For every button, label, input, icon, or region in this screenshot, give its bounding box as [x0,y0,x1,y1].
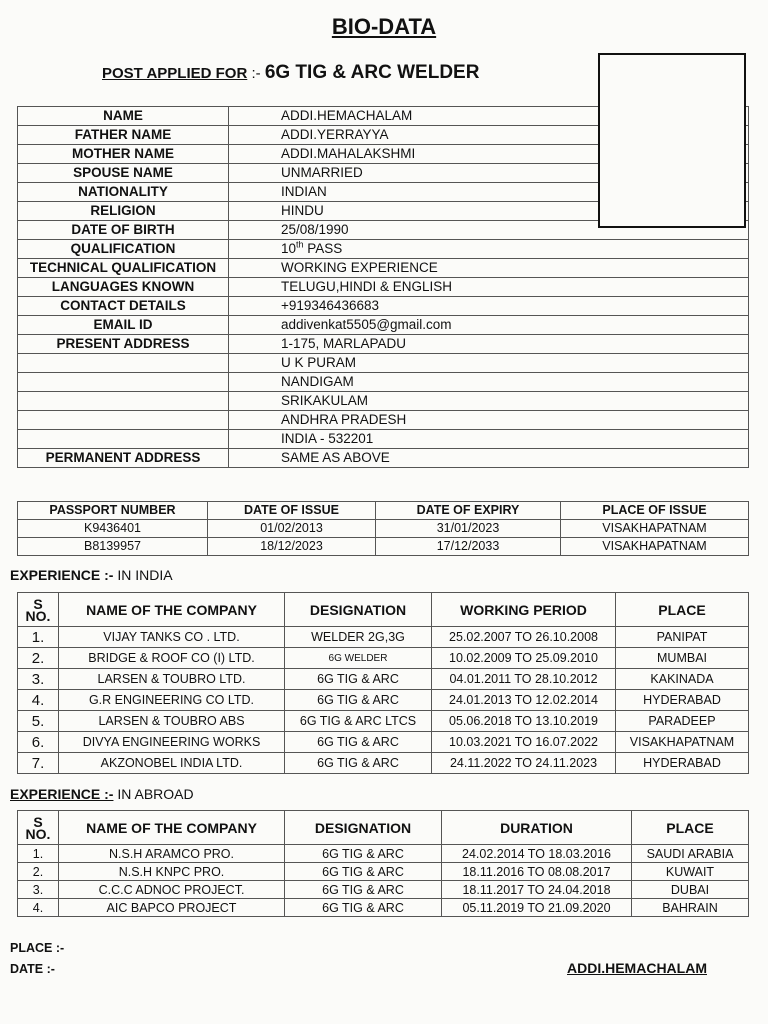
column-header: PLACE [632,811,749,845]
table-cell: 18.11.2017 TO 24.04.2018 [442,881,632,899]
column-header: DATE OF ISSUE [208,502,376,520]
field-value: TELUGU,HINDI & ENGLISH [229,278,749,297]
field-value: U K PURAM [229,354,749,373]
field-label: CONTACT DETAILS [18,297,229,316]
table-cell: VIJAY TANKS CO . LTD. [59,627,285,648]
serial-number: 2. [18,648,59,669]
sno-header [18,811,59,845]
field-label: QUALIFICATION [18,240,229,259]
table-cell: 6G WELDER [285,648,432,669]
table-cell: LARSEN & TOUBRO LTD. [59,669,285,690]
serial-number: 7. [18,753,59,774]
experience-india-heading-label: EXPERIENCE :- [10,567,114,583]
table-row [18,732,749,753]
personal-row [18,316,749,335]
table-cell: HYDERABAD [616,753,749,774]
field-value: addivenkat5505@gmail.com [229,316,749,335]
experience-abroad-heading-label: EXPERIENCE :- [10,786,114,802]
serial-number: 3. [18,669,59,690]
field-value: INDIA - 532201 [229,430,749,449]
experience-abroad-table [17,810,749,917]
table-cell: AIC BAPCO PROJECT [59,899,285,917]
date-label: DATE :- [10,962,55,976]
table-cell: BAHRAIN [632,899,749,917]
sno-header-line: S [33,595,43,612]
table-cell: VISAKHAPATNAM [616,732,749,753]
field-value: NANDIGAM [229,373,749,392]
field-value: WORKING EXPERIENCE [229,259,749,278]
table-cell: 6G TIG & ARC [285,881,442,899]
field-value: SRIKAKULAM [229,392,749,411]
post-applied-label: POST APPLIED FOR [102,65,248,82]
table-cell: VISAKHAPATNAM [561,520,749,538]
experience-abroad-body [18,811,749,917]
field-value: SAME AS ABOVE [229,449,749,468]
table-cell: 6G TIG & ARC [285,863,442,881]
table-cell: 01/02/2013 [208,520,376,538]
column-header: DURATION [442,811,632,845]
personal-row [18,354,749,373]
field-label: PERMANENT ADDRESS [18,449,229,468]
table-cell: 6G TIG & ARC [285,690,432,711]
table-row [18,627,749,648]
table-cell: DUBAI [632,881,749,899]
table-cell: AKZONOBEL INDIA LTD. [59,753,285,774]
field-label: EMAIL ID [18,316,229,335]
serial-number: 5. [18,711,59,732]
table-cell: SAUDI ARABIA [632,845,749,863]
field-value: UNMARRIED [229,164,749,183]
table-row [18,899,749,917]
table-row [18,845,749,863]
sno-header [18,593,59,627]
column-header: PLACE [616,593,749,627]
field-label: MOTHER NAME [18,145,229,164]
field-label [18,354,229,373]
table-cell: 24.01.2013 TO 12.02.2014 [432,690,616,711]
experience-abroad-heading [10,786,194,802]
personal-row [18,297,749,316]
signature-name: ADDI.HEMACHALAM [567,960,707,976]
table-cell: 6G TIG & ARC LTCS [285,711,432,732]
passport-body [18,502,749,556]
column-header: DESIGNATION [285,811,442,845]
experience-abroad-heading-suffix: IN ABROAD [117,786,194,802]
personal-row [18,278,749,297]
experience-india-body [18,593,749,774]
personal-row [18,373,749,392]
field-value: 10th PASS [229,240,749,259]
photo-box [598,53,746,228]
table-cell: PANIPAT [616,627,749,648]
field-label: PRESENT ADDRESS [18,335,229,354]
passport-header-row [18,502,749,520]
table-row [18,669,749,690]
post-applied-value: 6G TIG & ARC WELDER [264,62,480,83]
table-cell: KUWAIT [632,863,749,881]
personal-row [18,430,749,449]
field-label: NATIONALITY [18,183,229,202]
table-cell: C.C.C ADNOC PROJECT. [59,881,285,899]
table-cell: 10.03.2021 TO 16.07.2022 [432,732,616,753]
column-header: DATE OF EXPIRY [376,502,561,520]
abroad-header-row [18,811,749,845]
serial-number: 1. [18,627,59,648]
table-cell: 6G TIG & ARC [285,845,442,863]
field-value: ANDHRA PRADESH [229,411,749,430]
passport-row [18,538,749,556]
india-header-row [18,593,749,627]
sno-header-line: NO. [25,825,51,842]
column-header: NAME OF THE COMPANY [59,811,285,845]
experience-india-heading-suffix: IN INDIA [117,567,173,583]
field-label: FATHER NAME [18,126,229,145]
table-cell: 24.11.2022 TO 24.11.2023 [432,753,616,774]
field-label: TECHNICAL QUALIFICATION [18,259,229,278]
table-cell: LARSEN & TOUBRO ABS [59,711,285,732]
field-label [18,373,229,392]
personal-row [18,335,749,354]
table-cell: 05.11.2019 TO 21.09.2020 [442,899,632,917]
experience-india-table [17,592,749,774]
field-value: 1-175, MARLAPADU [229,335,749,354]
table-cell: G.R ENGINEERING CO LTD. [59,690,285,711]
document-title: BIO-DATA [331,14,437,39]
sno-header-line: S [33,813,43,830]
field-label: NAME [18,107,229,126]
table-cell: PARADEEP [616,711,749,732]
column-header: PLACE OF ISSUE [561,502,749,520]
field-label: RELIGION [18,202,229,221]
table-cell: 18/12/2023 [208,538,376,556]
table-cell: 05.06.2018 TO 13.10.2019 [432,711,616,732]
personal-row [18,411,749,430]
serial-number: 2. [18,863,59,881]
field-value: ADDI.YERRAYYA [229,126,749,145]
table-row [18,648,749,669]
table-cell: MUMBAI [616,648,749,669]
table-cell: 6G TIG & ARC [285,899,442,917]
table-row [18,690,749,711]
table-cell: 17/12/2033 [376,538,561,556]
field-label: LANGUAGES KNOWN [18,278,229,297]
table-cell: 6G TIG & ARC [285,732,432,753]
passport-table [17,501,749,556]
serial-number: 4. [18,690,59,711]
serial-number: 3. [18,881,59,899]
table-cell: 25.02.2007 TO 26.10.2008 [432,627,616,648]
table-cell: B8139957 [18,538,208,556]
field-value: +919346436683 [229,297,749,316]
field-value: 25/08/1990 [229,221,749,240]
table-cell: 10.02.2009 TO 25.09.2010 [432,648,616,669]
personal-row [18,392,749,411]
table-cell: N.S.H ARAMCO PRO. [59,845,285,863]
table-cell: WELDER 2G,3G [285,627,432,648]
post-applied [102,62,479,84]
post-applied-separator: :- [251,65,261,82]
column-header: WORKING PERIOD [432,593,616,627]
field-value: ADDI.MAHALAKSHMI [229,145,749,164]
sno-header-line: NO. [25,607,51,624]
passport-row [18,520,749,538]
field-label [18,411,229,430]
table-cell: 6G TIG & ARC [285,753,432,774]
table-row [18,881,749,899]
table-row [18,863,749,881]
table-row [18,753,749,774]
field-value: HINDU [229,202,749,221]
personal-row [18,259,749,278]
table-cell: HYDERABAD [616,690,749,711]
table-cell: 18.11.2016 TO 08.08.2017 [442,863,632,881]
table-cell: N.S.H KNPC PRO. [59,863,285,881]
column-header: PASSPORT NUMBER [18,502,208,520]
table-cell: 31/01/2023 [376,520,561,538]
column-header: DESIGNATION [285,593,432,627]
field-label: DATE OF BIRTH [18,221,229,240]
serial-number: 6. [18,732,59,753]
place-label: PLACE :- [10,941,65,955]
field-value: ADDI.HEMACHALAM [229,107,749,126]
personal-row [18,449,749,468]
table-cell: DIVYA ENGINEERING WORKS [59,732,285,753]
table-cell: VISAKHAPATNAM [561,538,749,556]
serial-number: 4. [18,899,59,917]
serial-number: 1. [18,845,59,863]
personal-row [18,240,749,259]
field-label [18,392,229,411]
field-label [18,430,229,449]
column-header: NAME OF THE COMPANY [59,593,285,627]
table-cell: KAKINADA [616,669,749,690]
table-cell: 6G TIG & ARC [285,669,432,690]
field-value: INDIAN [229,183,749,202]
field-label: SPOUSE NAME [18,164,229,183]
table-cell: 04.01.2011 TO 28.10.2012 [432,669,616,690]
table-cell: BRIDGE & ROOF CO (I) LTD. [59,648,285,669]
table-cell: K9436401 [18,520,208,538]
experience-india-heading [10,567,173,583]
table-cell: 24.02.2014 TO 18.03.2016 [442,845,632,863]
table-row [18,711,749,732]
